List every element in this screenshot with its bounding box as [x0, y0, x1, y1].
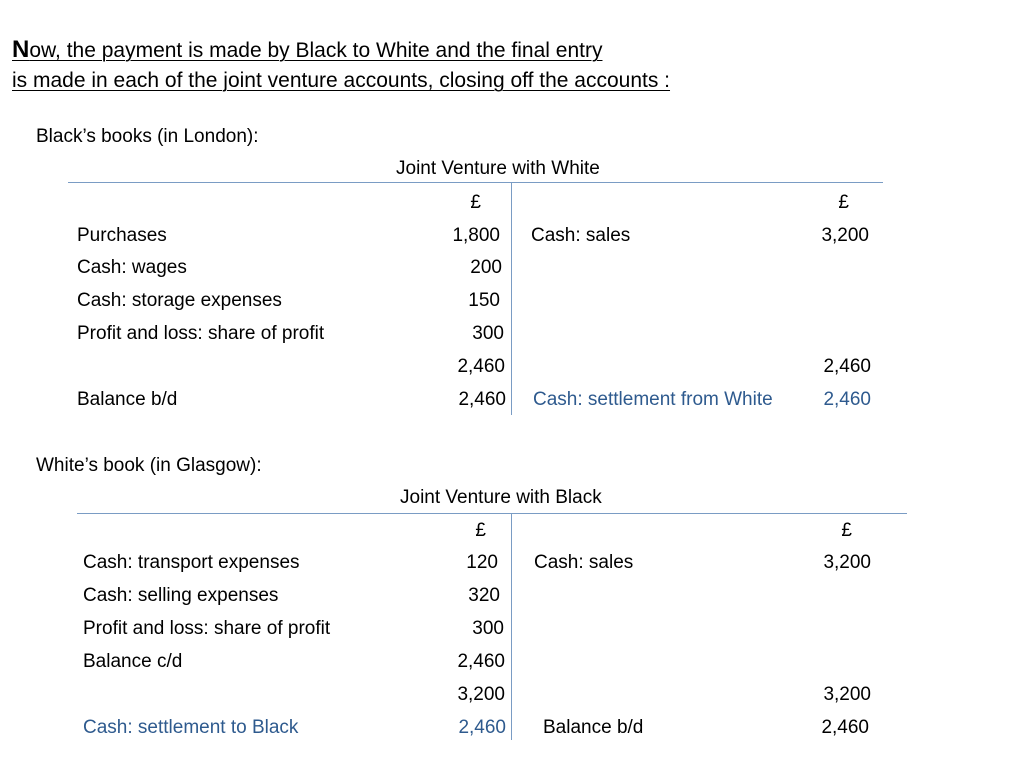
- white-credit-total: 3,200: [823, 684, 871, 705]
- white-settlement-amount: 2,460: [458, 717, 506, 738]
- white-account-title: Joint Venture with Black: [400, 487, 602, 508]
- black-debit-amount-2: 200: [470, 257, 502, 278]
- black-debit-desc-4: Profit and loss: share of profit: [77, 323, 325, 344]
- white-credit-amount-1: 3,200: [823, 552, 871, 573]
- black-account-center-rule: [511, 182, 512, 415]
- white-credit-desc-1: Cash: sales: [534, 552, 634, 573]
- black-settlement-amount: 2,460: [823, 389, 871, 410]
- heading-line-1-text: ow, the payment is made by Black to White and the final entry: [29, 39, 603, 62]
- black-debit-amount-1: 1,800: [452, 225, 500, 246]
- heading-initial: N: [12, 36, 30, 63]
- white-debit-desc-2: Cash: selling expenses: [83, 585, 279, 606]
- white-books-label: White’s book (in Glasgow):: [36, 455, 262, 476]
- white-debit-amount-2: 320: [468, 585, 500, 606]
- black-debit-currency: £: [470, 192, 481, 213]
- black-debit-desc-2: Cash: wages: [77, 257, 187, 278]
- white-debit-desc-1: Cash: transport expenses: [83, 552, 300, 573]
- black-debit-total: 2,460: [457, 356, 505, 377]
- white-settlement-desc: Cash: settlement to Black: [83, 717, 299, 738]
- white-debit-desc-3: Profit and loss: share of profit: [83, 618, 331, 639]
- white-credit-currency: £: [841, 520, 852, 541]
- black-account-top-rule: [68, 182, 883, 183]
- page-heading-line-2: is made in each of the joint venture accounts, closing off the accounts :: [12, 69, 671, 92]
- black-books-label: Black’s books (in London):: [36, 126, 259, 147]
- black-balance-bd-desc: Balance b/d: [77, 389, 178, 410]
- white-debit-desc-4: Balance c/d: [83, 651, 183, 672]
- white-debit-total: 3,200: [457, 684, 505, 705]
- black-debit-desc-1: Purchases: [77, 225, 167, 246]
- black-debit-amount-4: 300: [472, 323, 504, 344]
- white-balance-bd-desc: Balance b/d: [543, 717, 644, 738]
- black-credit-total: 2,460: [823, 356, 871, 377]
- white-account-center-rule: [511, 513, 512, 740]
- white-debit-amount-1: 120: [466, 552, 498, 573]
- white-account-top-rule: [77, 513, 907, 514]
- black-credit-currency: £: [838, 192, 849, 213]
- black-balance-bd-amount: 2,460: [458, 389, 506, 410]
- white-balance-bd-amount: 2,460: [821, 717, 869, 738]
- black-account-title: Joint Venture with White: [396, 158, 600, 179]
- black-debit-desc-3: Cash: storage expenses: [77, 290, 282, 311]
- white-debit-amount-3: 300: [472, 618, 504, 639]
- black-credit-desc-1: Cash: sales: [531, 225, 631, 246]
- white-debit-currency: £: [475, 520, 486, 541]
- black-debit-amount-3: 150: [468, 290, 500, 311]
- page-heading-line-1: [12, 37, 602, 64]
- black-settlement-desc: Cash: settlement from White: [533, 389, 773, 410]
- white-debit-amount-4: 2,460: [457, 651, 505, 672]
- black-credit-amount-1: 3,200: [821, 225, 869, 246]
